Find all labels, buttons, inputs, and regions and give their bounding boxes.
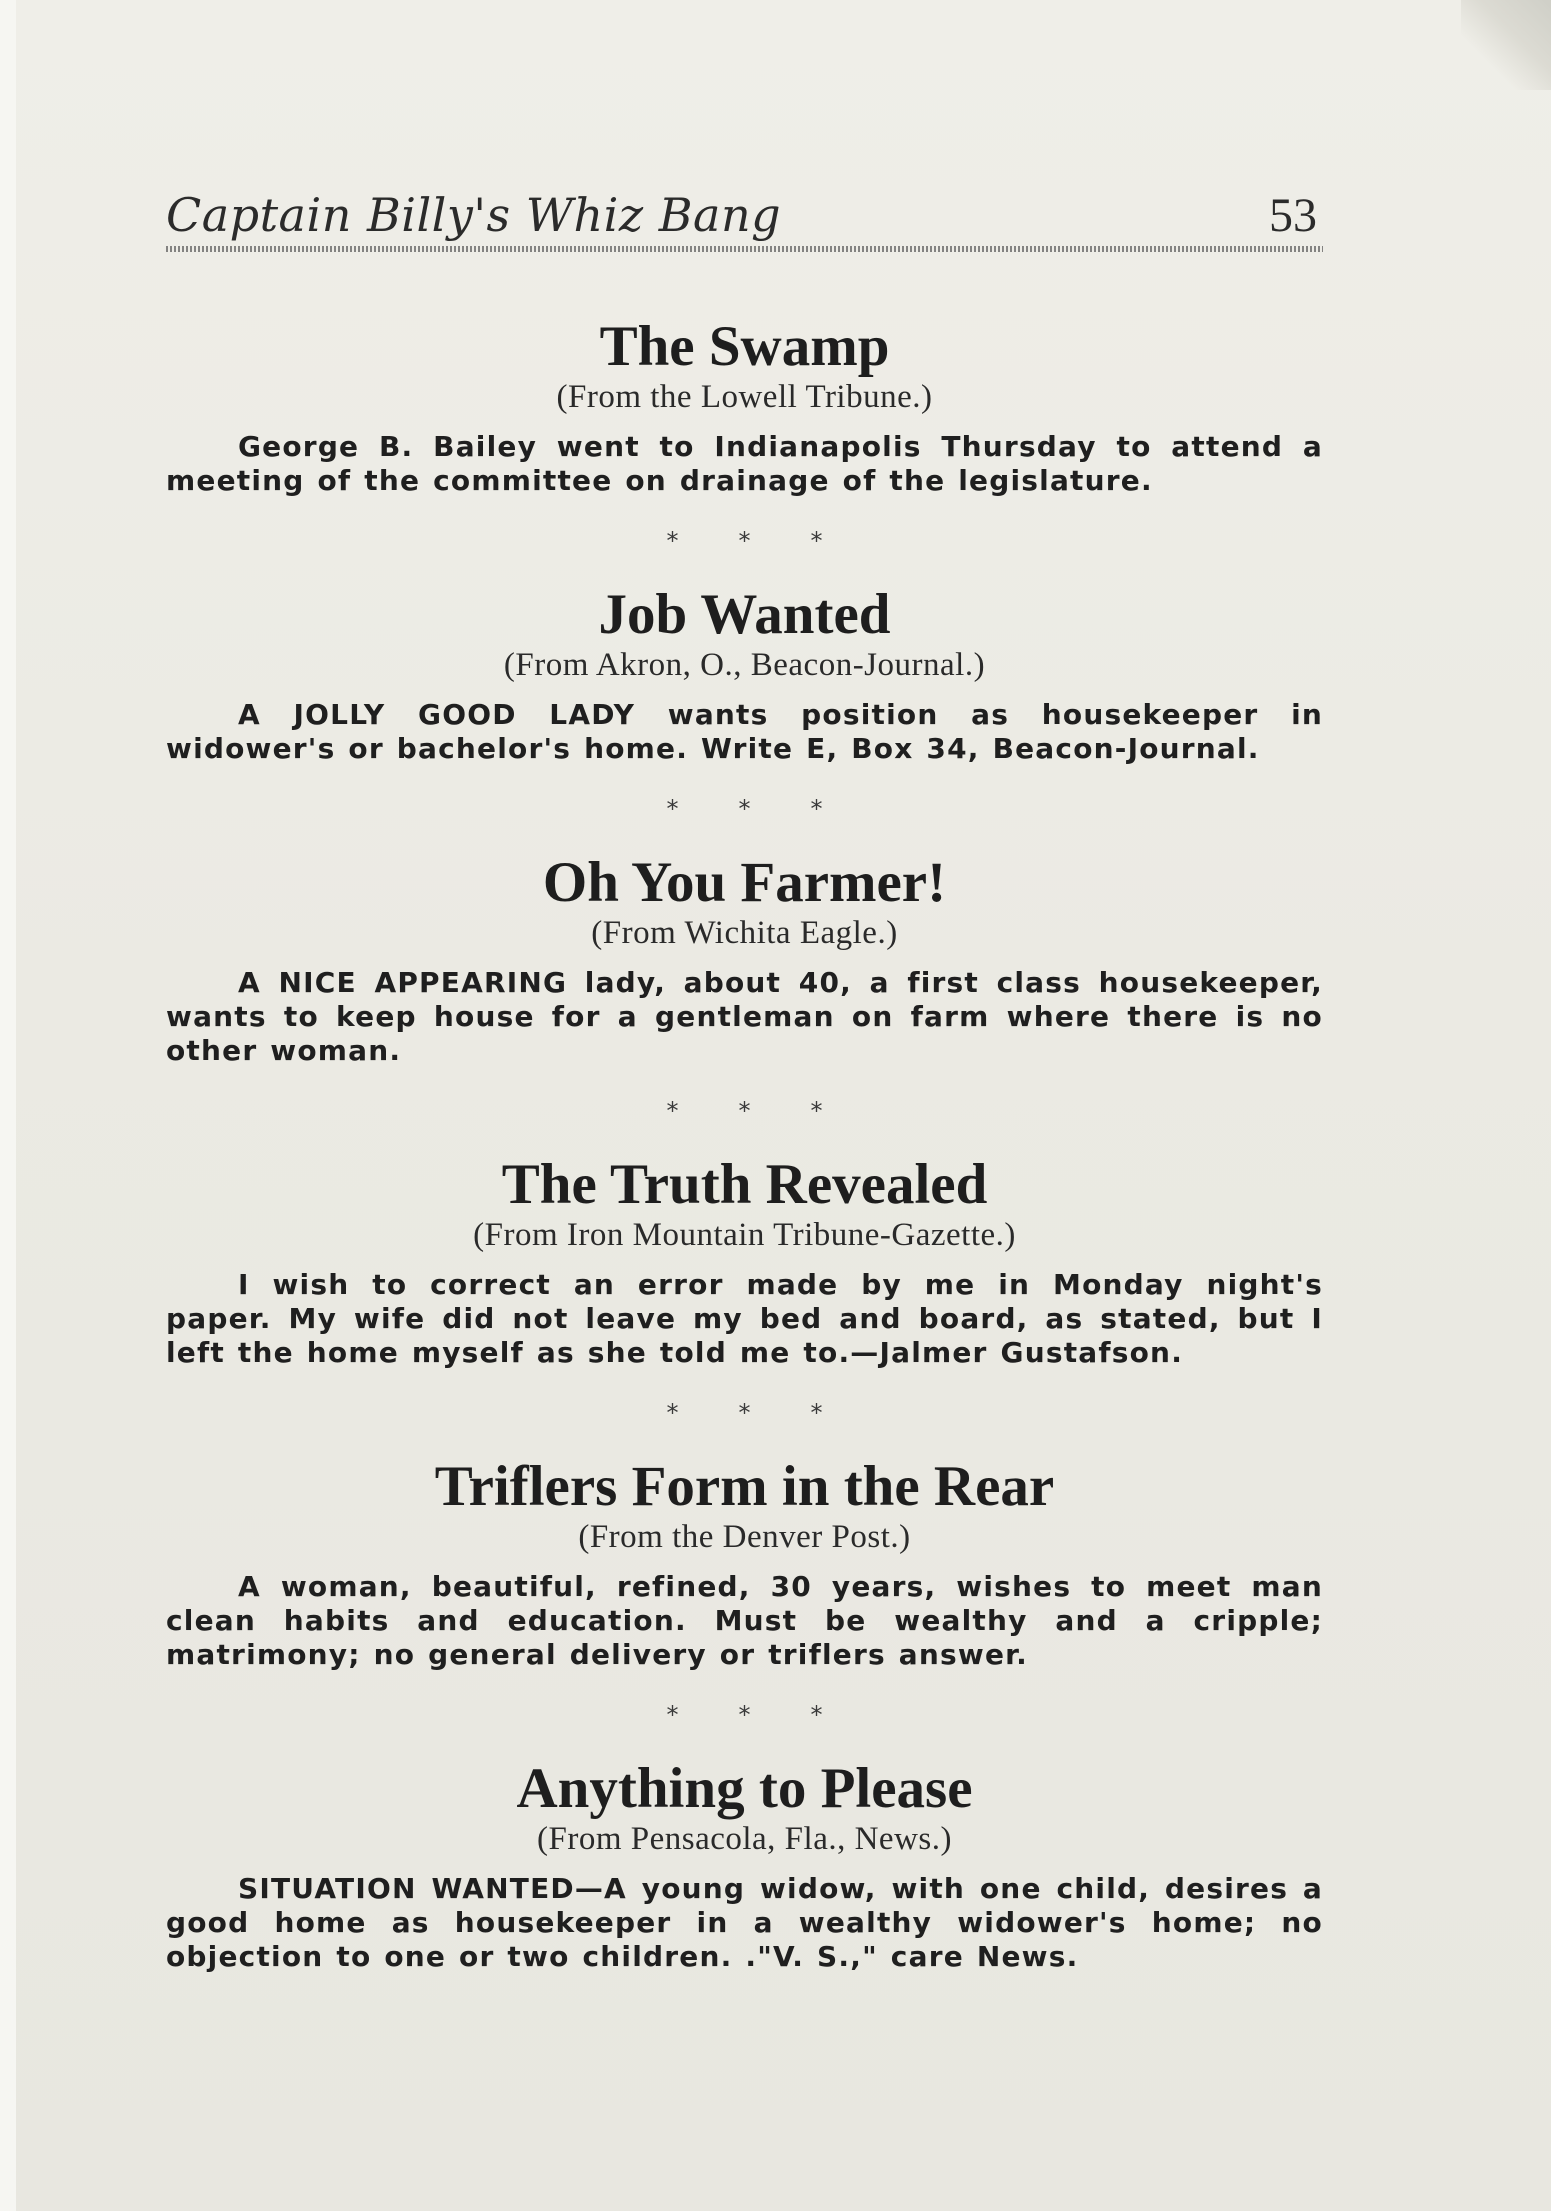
page-edge: [0, 0, 16, 2211]
article-item: [166, 1456, 1323, 1672]
article-body: SITUATION WANTED—A young widow, with one child, desires a good home as housekeeper in a wealthy widower's home; no objection to one or two children. ."V. S.," care News.: [166, 1872, 1323, 1973]
article-source: (From Wichita Eagle.): [591, 915, 898, 951]
article-source: (From the Lowell Tribune.): [556, 379, 933, 415]
article-body: A woman, beautiful, refined, 30 years, wishes to meet man clean habits and education. Must be wealthy and a cripple; matrimony; no general delivery or triflers answer.: [166, 1570, 1323, 1671]
article-title: Anything to Please: [516, 1757, 973, 1820]
page-number: 53: [1269, 189, 1317, 242]
article-source: (From Akron, O., Beacon-Journal.): [503, 647, 986, 683]
asterism-separator: ***: [666, 527, 883, 555]
running-title: Captain Billy's Whiz Bang: [166, 188, 782, 242]
article-source: (From Pensacola, Fla., News.): [536, 1821, 952, 1857]
article-body: A JOLLY GOOD LADY wants position as housekeeper in widower's or bachelor's home. Write E, Box 34, Beacon-Journal.: [166, 698, 1323, 765]
article-source: (From the Denver Post.): [578, 1519, 911, 1555]
article-body: A NICE APPEARING lady, about 40, a first class housekeeper, wants to keep house for a gentleman on farm where there is no other woman.: [166, 966, 1323, 1067]
asterism-separator: ***: [666, 1701, 883, 1729]
article-body: George B. Bailey went to Indianapolis Thursday to attend a meeting of the committee on drainage of the legislature.: [166, 430, 1323, 497]
article-source: (From Iron Mountain Tribune-Gazette.): [473, 1217, 1016, 1253]
header-rule: [166, 246, 1323, 252]
article-item: [166, 1154, 1323, 1370]
page-corner-wear: [1461, 0, 1551, 90]
article-item: [166, 584, 1323, 766]
article-column: [166, 316, 1323, 1974]
article-item: [166, 852, 1323, 1068]
article-body: I wish to correct an error made by me in Monday night's paper. My wife did not leave my bed and board, as stated, but I left the home myself as she told me to.—Jalmer Gustafson.: [166, 1268, 1323, 1369]
article-title: The Swamp: [599, 315, 890, 378]
article-item: [166, 1758, 1323, 1974]
asterism-separator: ***: [666, 1399, 883, 1427]
article-title: Job Wanted: [598, 583, 891, 646]
article-title: Triflers Form in the Rear: [434, 1455, 1055, 1518]
article-title: Oh You Farmer!: [542, 851, 947, 914]
page-header: [166, 188, 1323, 252]
asterism-separator: ***: [666, 1097, 883, 1125]
article-title: The Truth Revealed: [501, 1153, 988, 1216]
article-item: [166, 316, 1323, 498]
asterism-separator: ***: [666, 795, 883, 823]
